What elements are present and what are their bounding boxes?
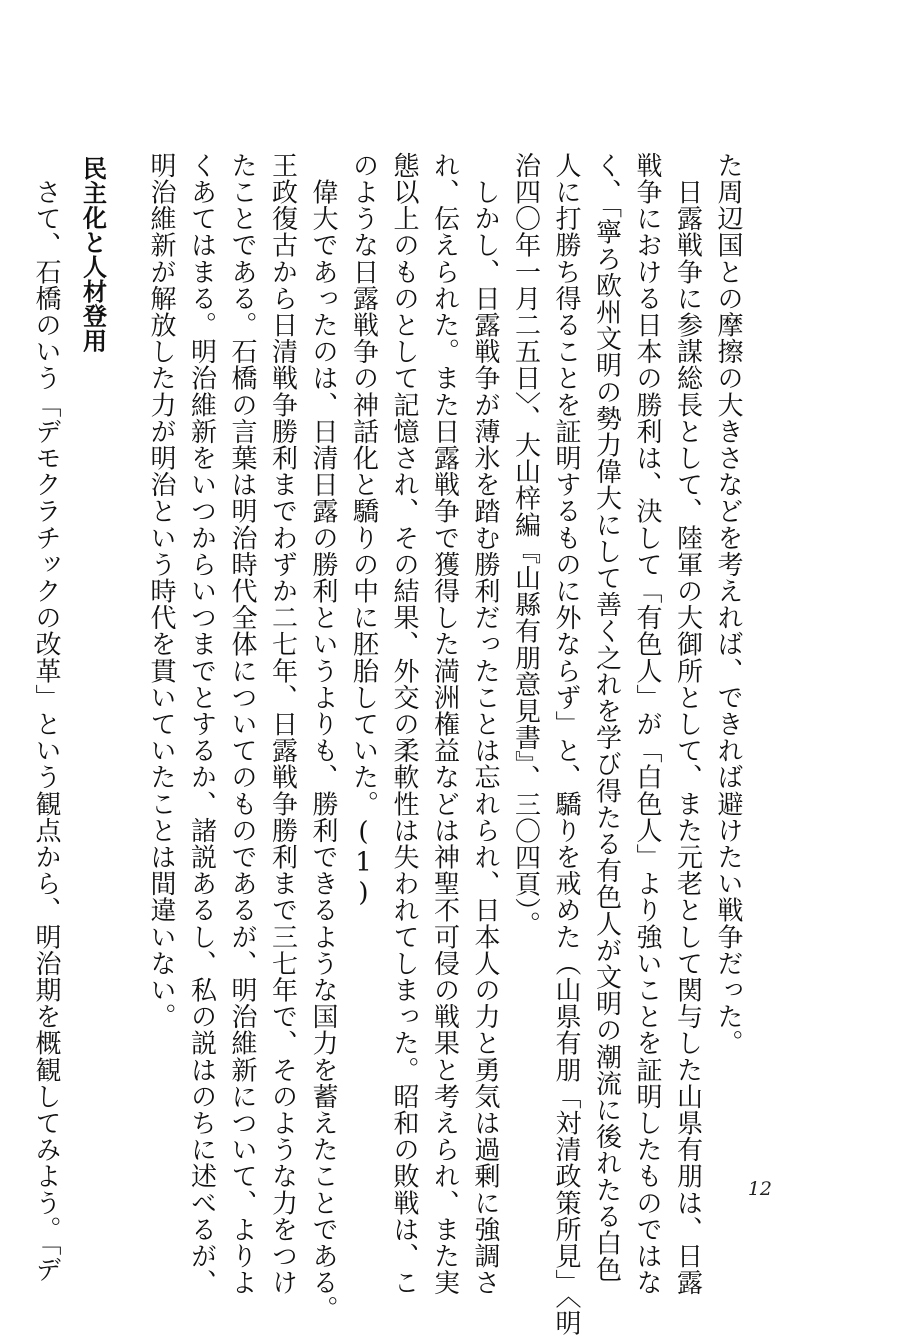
body-line: 偉大であったのは、日清日露の勝利というよりも、勝利できるような国力を蓄えたことである。: [308, 152, 338, 1323]
body-line: くあてはまる。明治維新をいつからいつまでとするか、諸説あるし、私の説はのちに述べるが、: [186, 152, 217, 1296]
body-line: さて、石橋のいう「デモクラチックの改革」という観点から、明治期を概観してみよう。「デ: [31, 152, 61, 1283]
body-line: 人に打勝ち得ることを証明するものに外ならず」と、驕りを戒めた（山県有朋「対清政策所見」〈明: [551, 152, 581, 1336]
body-line: 戦争における日本の勝利は、決して「有色人」が「白色人」より強いことを証明したものではな: [632, 152, 662, 1296]
body-line: た周辺国との摩擦の大きさなどを考えれば、できれば避けたい戦争だった。: [713, 152, 743, 1057]
body-line: く、「寧ろ欧州文明の勢力偉大にして善く之れを学び得たる有色人が文明の潮流に後れたる白色: [591, 152, 622, 1283]
body-line: 王政復古から日清戦争勝利までわずか二七年、日露戦争勝利まで三七年で、そのような力をつけ: [267, 152, 298, 1296]
body-line: のような日露戦争の神話化と驕りの中に胚胎していた。(1): [348, 152, 379, 909]
body-line: しかし、日露戦争が薄氷を踏む勝利だったことは忘れられ、日本人の力と勇気は過剰に強調さ: [470, 152, 500, 1296]
page-body: [26, 152, 749, 1336]
body-line: 日露戦争に参謀総長として、陸軍の大御所として、また元老として関与した山県有朋は、日露: [672, 152, 703, 1296]
section-heading: 民主化と人材登用: [78, 156, 107, 353]
body-line: 態以上のものとして記憶され、その結果、外交の柔軟性は失われてしまった。昭和の敗戦は、こ: [389, 152, 419, 1296]
body-line: たことである。石橋の言葉は明治時代全体についてのものであるが、明治維新について、よりよ: [227, 152, 257, 1296]
body-line: 明治維新が解放した力が明治という時代を貫いていたことは間違いない。: [146, 152, 176, 1030]
page-number: 12: [747, 1178, 772, 1200]
body-line: 治四〇年一月二五日〉、大山梓編『山縣有朋意見書』、三〇四頁）。: [510, 152, 541, 938]
body-line: れ、伝えられた。また日露戦争で獲得した満洲権益などは神聖不可侵の戦果と考えられ、また実: [429, 152, 460, 1296]
